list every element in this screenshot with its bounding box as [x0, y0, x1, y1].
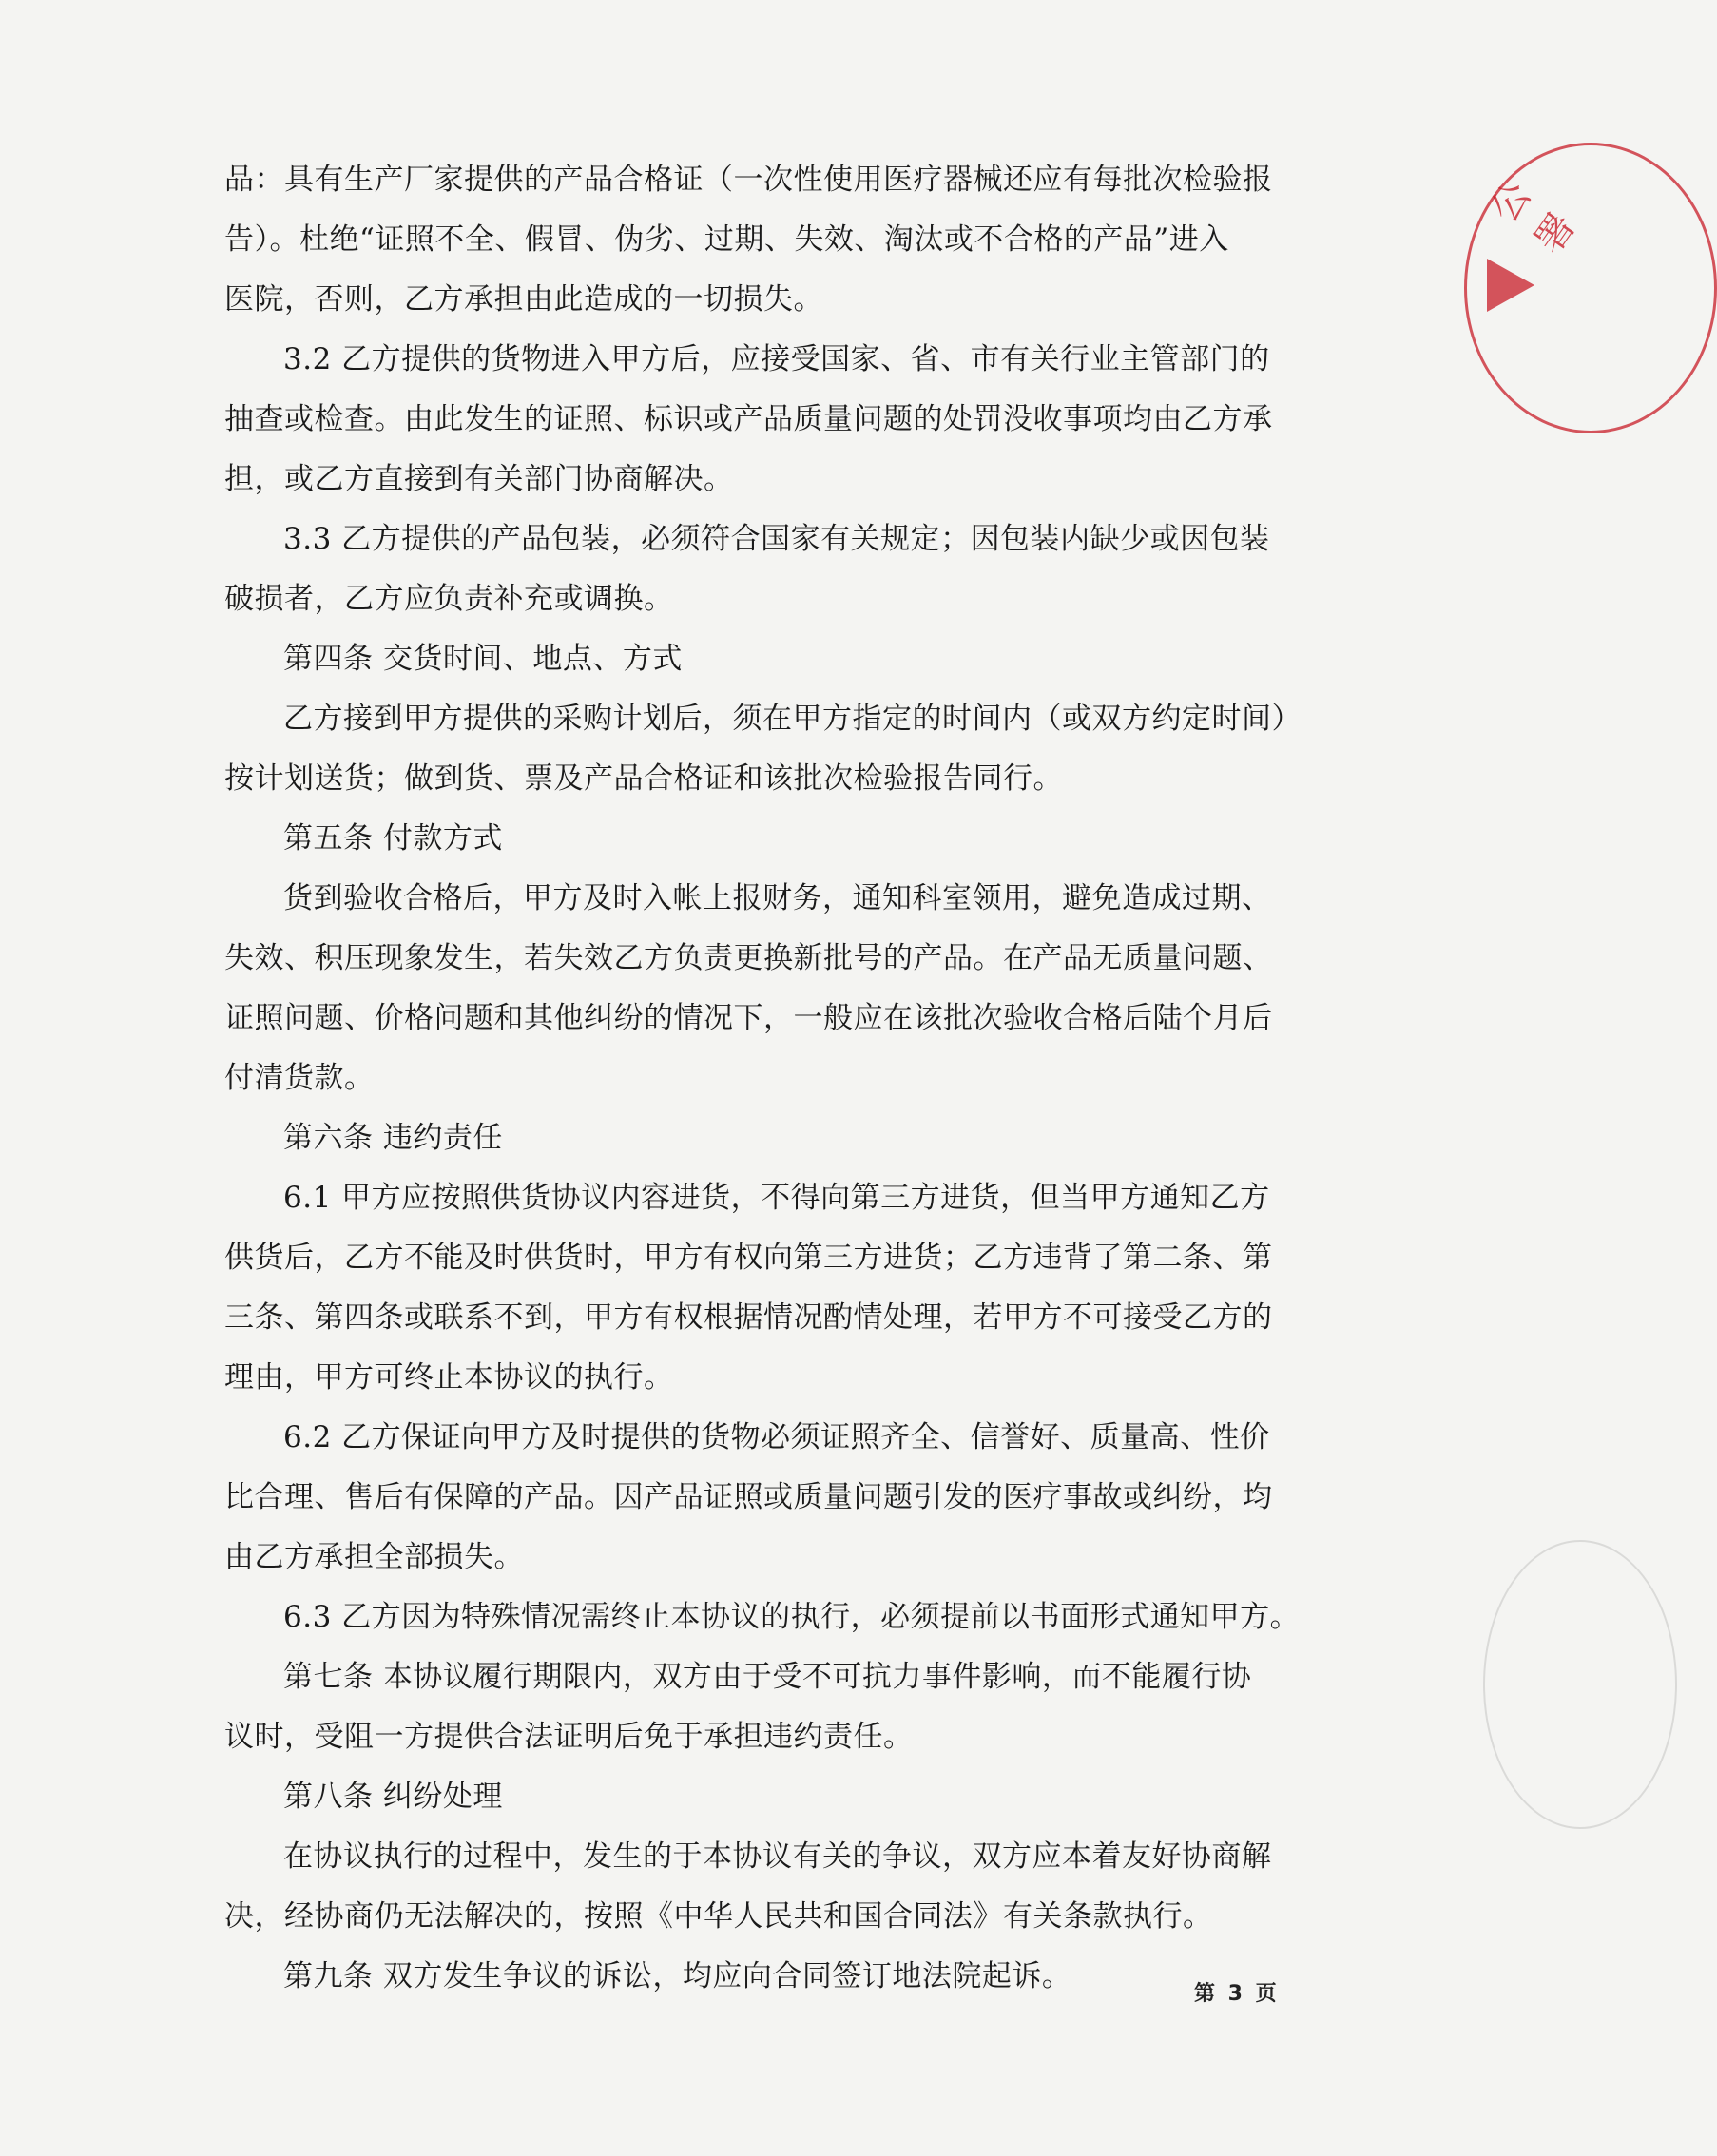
text-line: 品：具有生产厂家提供的产品合格证（一次性使用医疗器械还应有每批次检验报 [224, 163, 1273, 197]
text-line: 6.1 甲方应按照供货协议内容进货，不得向第三方进货，但当甲方通知乙方 [283, 1181, 1270, 1215]
text-line: 抽查或检查。由此发生的证照、标识或产品质量问题的处罚没收事项均由乙方承 [224, 402, 1273, 436]
text-line: 6.3 乙方因为特殊情况需终止本协议的执行，必须提前以书面形式通知甲方。 [283, 1600, 1301, 1634]
text-line: 乙方接到甲方提供的采购计划后，须在甲方指定的时间内（或双方约定时间） [283, 702, 1302, 736]
text-line: 3.2 乙方提供的货物进入甲方后，应接受国家、省、市有关行业主管部门的 [283, 342, 1270, 376]
text-line: 第四条 交货时间、地点、方式 [283, 642, 683, 676]
text-line: 证照问题、价格问题和其他纠纷的情况下，一般应在该批次验收合格后陆个月后 [224, 1001, 1273, 1035]
page-number: 第 3 页 [1194, 1982, 1280, 2006]
text-line: 供货后，乙方不能及时供货时，甲方有权向第三方进货；乙方违背了第二条、第 [224, 1241, 1273, 1275]
text-line: 第七条 本协议履行期限内，双方由于受不可抗力事件影响，而不能履行协 [283, 1660, 1252, 1694]
text-line: 第八条 纠纷处理 [283, 1780, 503, 1814]
text-line: 失效、积压现象发生，若失效乙方负责更换新批号的产品。在产品无质量问题、 [224, 941, 1273, 975]
text-line: 担，或乙方直接到有关部门协商解决。 [224, 462, 734, 496]
text-line: 议时，受阻一方提供合法证明后免于承担违约责任。 [224, 1720, 914, 1754]
text-line: 理由，甲方可终止本协议的执行。 [224, 1360, 674, 1395]
seal-text: 公署 [1482, 174, 1585, 261]
text-line: 决，经协商仍无法解决的，按照《中华人民共和国合同法》有关条款执行。 [224, 1899, 1213, 1934]
text-line: 第六条 违约责任 [283, 1121, 503, 1155]
text-line: 三条、第四条或联系不到，甲方有权根据情况酌情处理，若甲方不可接受乙方的 [224, 1300, 1273, 1335]
text-line: 破损者，乙方应负责补充或调换。 [224, 582, 674, 616]
text-line: 付清货款。 [224, 1061, 375, 1095]
text-line: 第九条 双方发生争议的诉讼，均应向合同签订地法院起诉。 [283, 1959, 1072, 1993]
text-line: 6.2 乙方保证向甲方及时提供的货物必须证照齐全、信誉好、质量高、性价 [283, 1420, 1270, 1454]
text-line: 告）。杜绝“证照不全、假冒、伪劣、过期、失效、淘汰或不合格的产品”进入 [224, 222, 1229, 257]
text-line: 3.3 乙方提供的产品包装，必须符合国家有关规定；因包装内缺少或因包装 [283, 522, 1270, 556]
text-line: 医院，否则，乙方承担由此造成的一切损失。 [224, 282, 823, 317]
document-body [224, 150, 1308, 2007]
text-line: 第五条 付款方式 [283, 821, 503, 856]
text-line: 由乙方承担全部损失。 [224, 1540, 524, 1574]
seal-star-icon [1487, 259, 1534, 312]
faint-seal-stamp [1483, 1540, 1677, 1829]
text-line: 在协议执行的过程中，发生的于本协议有关的争议，双方应本着友好协商解 [283, 1839, 1272, 1874]
text-line: 比合理、售后有保障的产品。因产品证照或质量问题引发的医疗事故或纠纷，均 [224, 1480, 1273, 1514]
text-line: 货到验收合格后，甲方及时入帐上报财务，通知科室领用，避免造成过期、 [283, 881, 1272, 915]
text-line: 按计划送货；做到货、票及产品合格证和该批次检验报告同行。 [224, 761, 1063, 796]
